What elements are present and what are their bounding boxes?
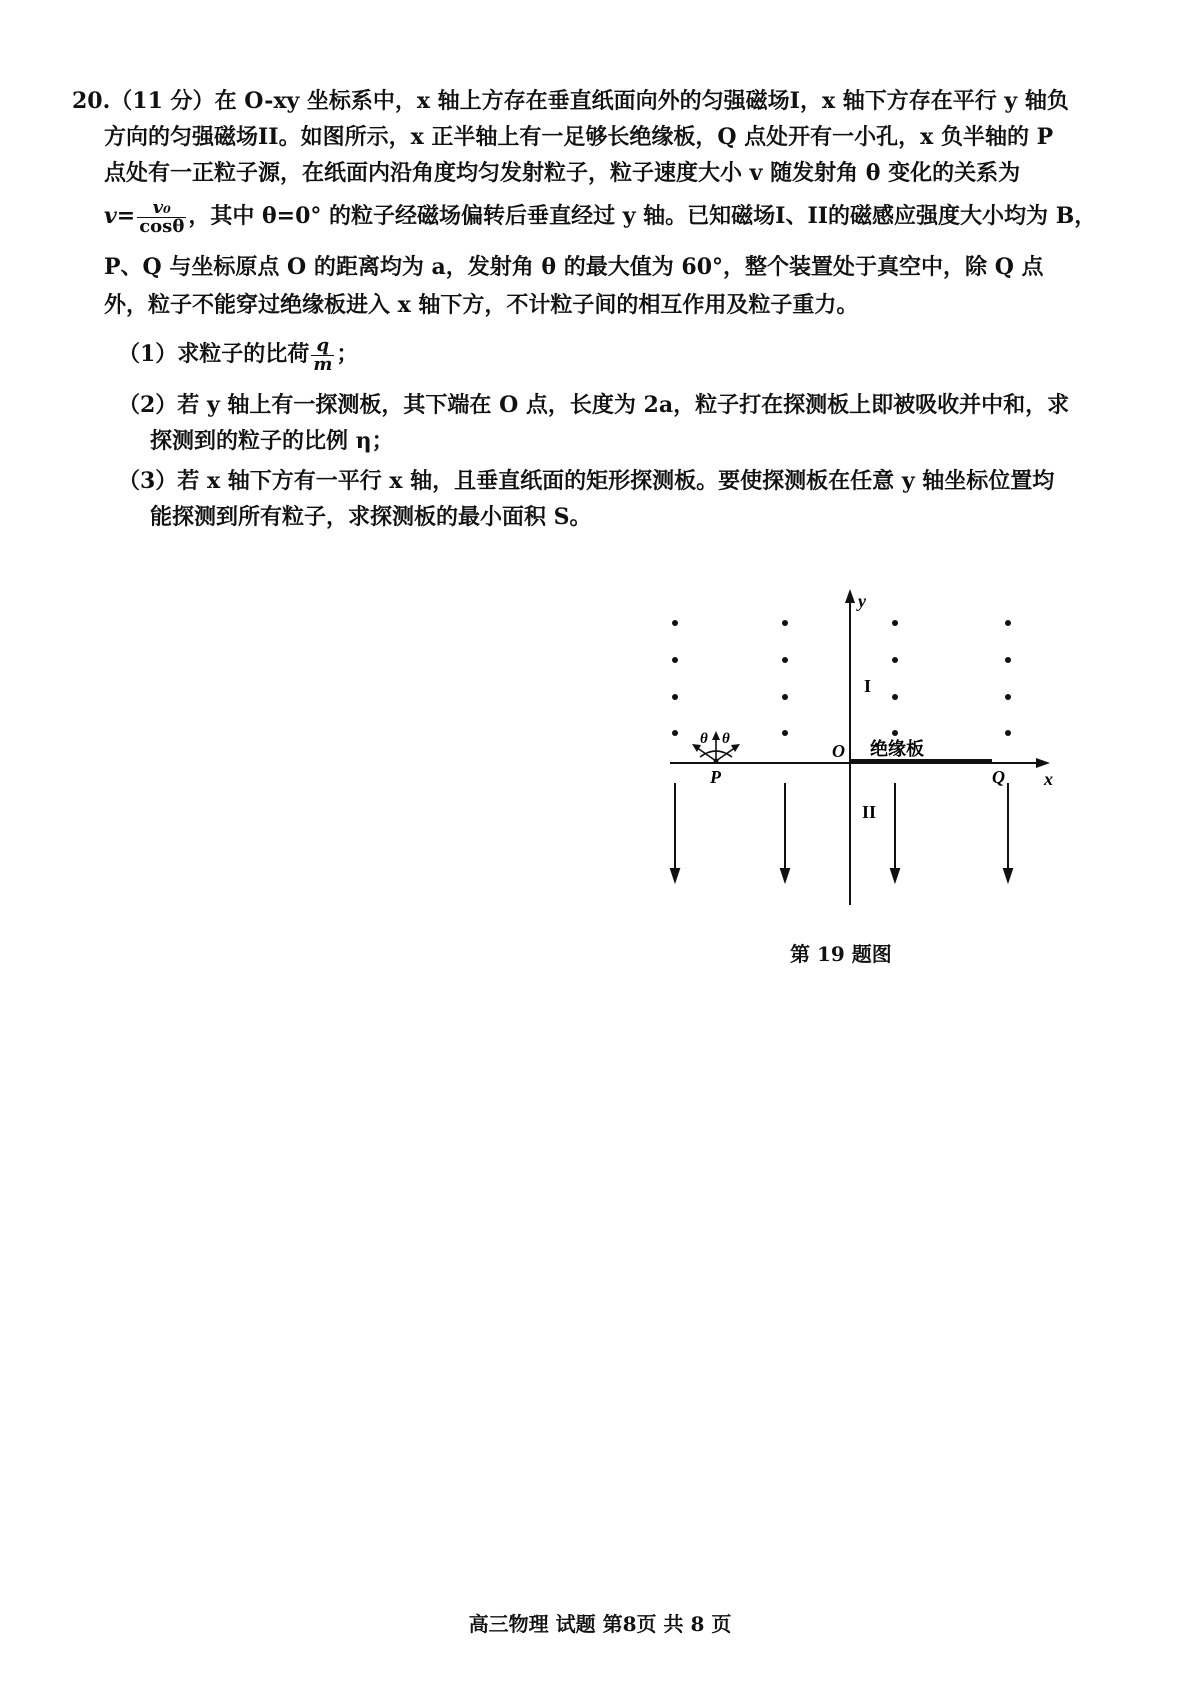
question-line-4	[104, 196, 1096, 236]
sub-question-2-line-1: （2）若 y 轴上有一探测板，其下端在 O 点，长度为 2a，粒子打在探测板上即被吸收并中和，求	[118, 392, 1070, 418]
figure-caption: 第 19 题图	[790, 942, 892, 966]
field-dot	[892, 620, 898, 626]
question-line-1	[72, 84, 1069, 115]
charge-mass-ratio	[311, 334, 334, 375]
question-points: （11 分）	[110, 88, 215, 114]
label-q: Q	[992, 767, 1005, 787]
label-region-1: I	[864, 676, 872, 696]
ratio-denominator: m	[313, 353, 333, 375]
emission-arrowhead	[712, 731, 720, 740]
formula-fraction	[137, 196, 186, 237]
sub-question-1-suffix: ；	[336, 341, 359, 367]
field-dot	[672, 620, 678, 626]
field-dot	[1005, 657, 1011, 663]
field-arrows	[671, 783, 1012, 881]
field-diagram	[640, 585, 1060, 915]
field-arrowhead	[1004, 869, 1012, 881]
question-text-1: 在 O-xy 坐标系中，x 轴上方存在垂直纸面向外的匀强磁场I，x 轴下方存在平行 y 轴负	[214, 88, 1069, 114]
question-line-2: 方向的匀强磁场II。如图所示，x 正半轴上有一足够长绝缘板，Q 点处开有一小孔，x 负半轴的 P	[104, 124, 1054, 150]
formula-v: v=	[104, 203, 136, 229]
field-dot	[672, 657, 678, 663]
field-dot	[892, 657, 898, 663]
sub-question-3-line-2: 能探测到所有粒子，求探测板的最小面积 S。	[150, 504, 592, 530]
label-theta-right: θ	[722, 731, 730, 747]
sub-question-3-line-1: （3）若 x 轴下方有一平行 x 轴，且垂直纸面的矩形探测板。要使探测板在任意 y 轴坐标位置均	[118, 468, 1055, 494]
formula-numerator: v₀	[137, 199, 186, 218]
field-dot	[892, 730, 898, 736]
physics-figure	[640, 585, 1060, 915]
ratio-numerator: q	[311, 337, 334, 356]
label-plate: 绝缘板	[870, 739, 924, 760]
page-footer: 高三物理 试题 第8页 共 8 页	[468, 1612, 732, 1636]
field-dot	[672, 694, 678, 700]
label-y: y	[858, 591, 866, 611]
x-axis-arrow	[1036, 758, 1050, 768]
formula-denominator: cosθ	[139, 215, 185, 237]
sub-question-1-text: （1）求粒子的比荷	[118, 341, 310, 367]
field-dot	[1005, 730, 1011, 736]
emission-arrowhead	[731, 744, 740, 752]
field-arrowhead	[781, 869, 789, 881]
field-dot	[1005, 694, 1011, 700]
question-line-5: P、Q 与坐标原点 O 的距离均为 a，发射角 θ 的最大值为 60°，整个装置处于真空中，除 Q 点	[104, 254, 1044, 280]
source-point	[714, 759, 719, 764]
field-dot	[782, 657, 788, 663]
field-dot	[782, 730, 788, 736]
field-dots	[672, 620, 1011, 736]
label-p: P	[710, 767, 721, 787]
y-axis-arrow	[845, 589, 855, 603]
field-dot	[782, 694, 788, 700]
question-text-4: ，其中 θ=0° 的粒子经磁场偏转后垂直经过 y 轴。已知磁场I、II的磁感应强度大小均为 B，	[188, 203, 1097, 229]
field-dot	[672, 730, 678, 736]
field-dot	[1005, 620, 1011, 626]
label-theta-left: θ	[700, 731, 708, 747]
field-dot	[782, 620, 788, 626]
field-dot	[892, 694, 898, 700]
question-line-6: 外，粒子不能穿过绝缘板进入 x 轴下方，不计粒子间的相互作用及粒子重力。	[104, 292, 859, 318]
label-region-2: II	[862, 802, 877, 822]
question-line-3: 点处有一正粒子源，在纸面内沿角度均匀发射粒子，粒子速度大小 v 随发射角 θ 变化的关系为	[104, 160, 1021, 186]
field-arrowhead	[671, 869, 679, 881]
field-arrowhead	[891, 869, 899, 881]
question-number: 20.	[72, 88, 111, 114]
sub-question-2-line-2: 探测到的粒子的比例 η；	[150, 428, 394, 454]
label-origin: O	[832, 741, 845, 761]
sub-question-1	[118, 334, 358, 374]
label-x: x	[1044, 769, 1053, 789]
